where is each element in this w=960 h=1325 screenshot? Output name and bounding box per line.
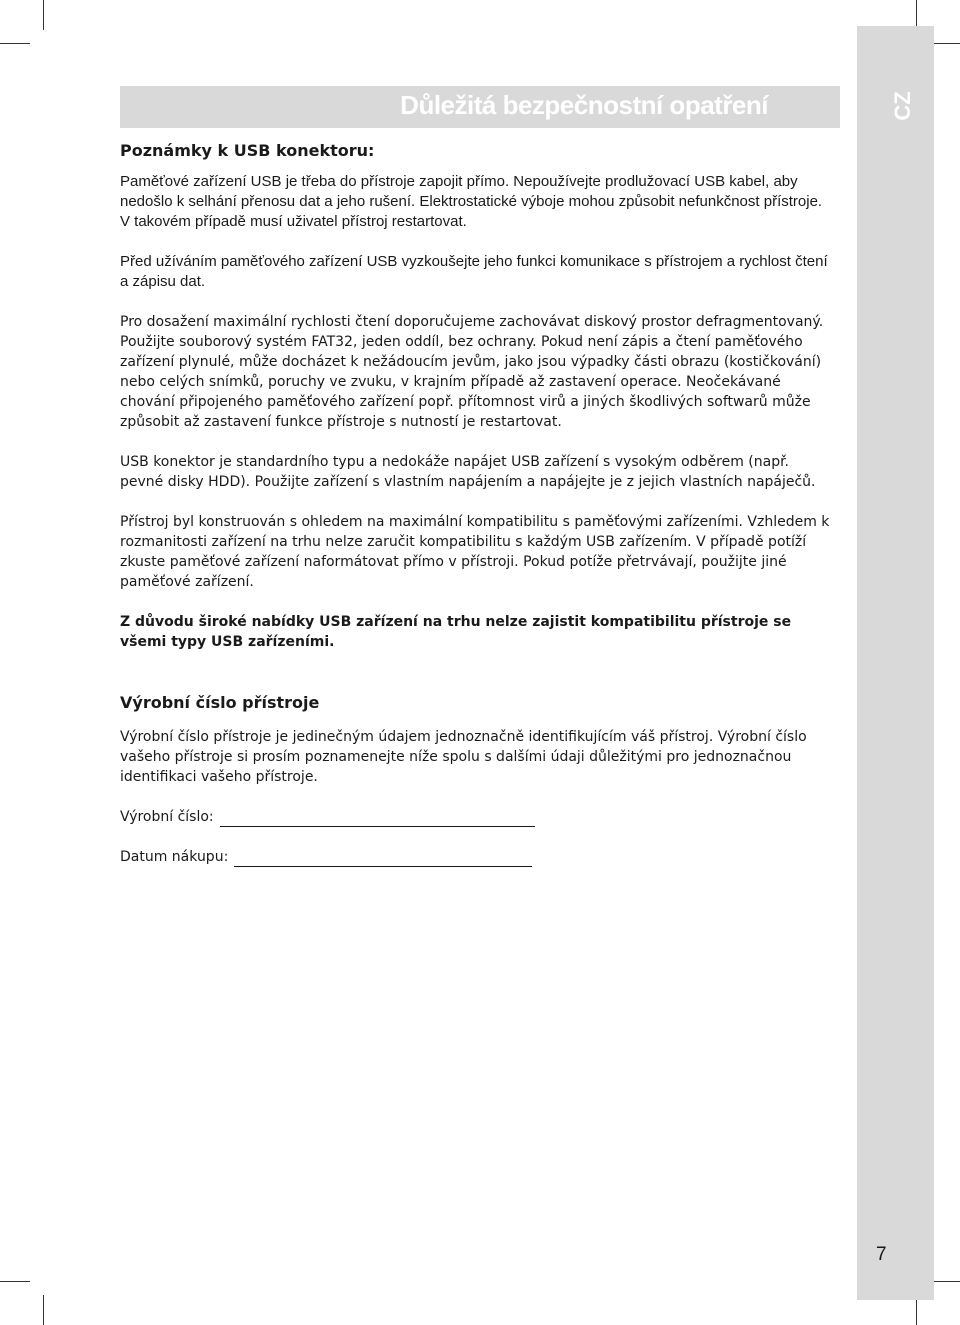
serial-number-field <box>120 807 835 827</box>
crop-mark <box>930 1281 960 1282</box>
usb-paragraph: USB konektor je standardního typu a nedokáže napájet USB zařízení s vysokým odběrem (např. pevné disky HDD). Použijte zařízení s vlastním napájením a napájejte je z jejich vlastních napáječů. <box>120 454 816 490</box>
purchase-date-label: Datum nákupu: <box>120 849 229 866</box>
crop-mark <box>0 1281 30 1282</box>
usb-paragraph: Pro dosažení maximální rychlosti čtení doporučujeme zachovávat diskový prostor defragmentovaný. Použijte souborový systém FAT32, jeden oddíl, bez ochrany. Pokud není zápis a čtení paměťového zařízení plynulé, může docházet k nežádoucím jevům, jako jsou výpadky části obrazu (kostičkování) nebo celých snímků, poruchy ve zvuku, v krajním případě až zastavení operace. Neočekávané chování připojeného paměťového zařízení popř. přítomnost virů a jiných škodlivých softwarů může způsobit až zastavení funkce přístroje s nutností je restartovat. <box>120 314 824 430</box>
crop-mark <box>930 43 960 44</box>
page-title: Důležitá bezpečnostní opatření <box>400 90 768 120</box>
serial-description: Výrobní číslo přístroje je jedinečným údajem jednoznačně identifikujícím váš přístroj. Výrobní číslo vašeho přístroje si prosím poznamenejte níže spolu s dalšími údaji důležitými pro jednoznačnou identifikaci vašeho přístroje. <box>120 729 807 786</box>
usb-warning: Z důvodu široké nabídky USB zařízení na trhu nelze zajistit kompatibilitu přístroje se všemi typy USB zařízeními. <box>120 614 792 650</box>
page-number: 7 <box>876 1244 887 1265</box>
usb-paragraph: Paměťové zařízení USB je třeba do přístroje zapojit přímo. Nepoužívejte prodlužovací USB kabel, aby nedošlo k selhání přenosu dat a jeho rušení. Elektrostatické výboje mohou způsobit nefunkčnost přístroje. V takovém případě musí uživatel přístroj restartovat. <box>120 173 823 230</box>
usb-paragraph: Před užíváním paměťového zařízení USB vyzkoušejte jeho funkci komunikace s přístrojem a rychlost čtení a zápisu dat. <box>120 253 828 290</box>
purchase-date-field <box>120 847 835 867</box>
language-code: CZ <box>890 91 915 121</box>
crop-mark <box>43 1295 44 1325</box>
serial-number-label: Výrobní číslo: <box>120 809 214 826</box>
purchase-date-input-line[interactable] <box>234 852 532 867</box>
crop-mark <box>43 0 44 30</box>
crop-mark <box>0 43 30 44</box>
usb-section-heading: Poznámky k USB konektoru: <box>120 141 375 160</box>
usb-paragraph: Přístroj byl konstruován s ohledem na maximální kompatibilitu s paměťovými zařízeními. Vzhledem k rozmanitosti zařízení na trhu nelze zaručit kompatibilitu s každým USB zařízením. V případě potíží zkuste paměťové zařízení naformátovat přímo v přístroji. Pokud potíže přetrvávají, použijte jiné paměťové zařízení. <box>120 514 830 590</box>
main-content <box>120 140 835 867</box>
serial-number-input-line[interactable] <box>220 812 535 827</box>
serial-section-heading: Výrobní číslo přístroje <box>120 693 320 712</box>
language-side-tab <box>857 26 934 1300</box>
